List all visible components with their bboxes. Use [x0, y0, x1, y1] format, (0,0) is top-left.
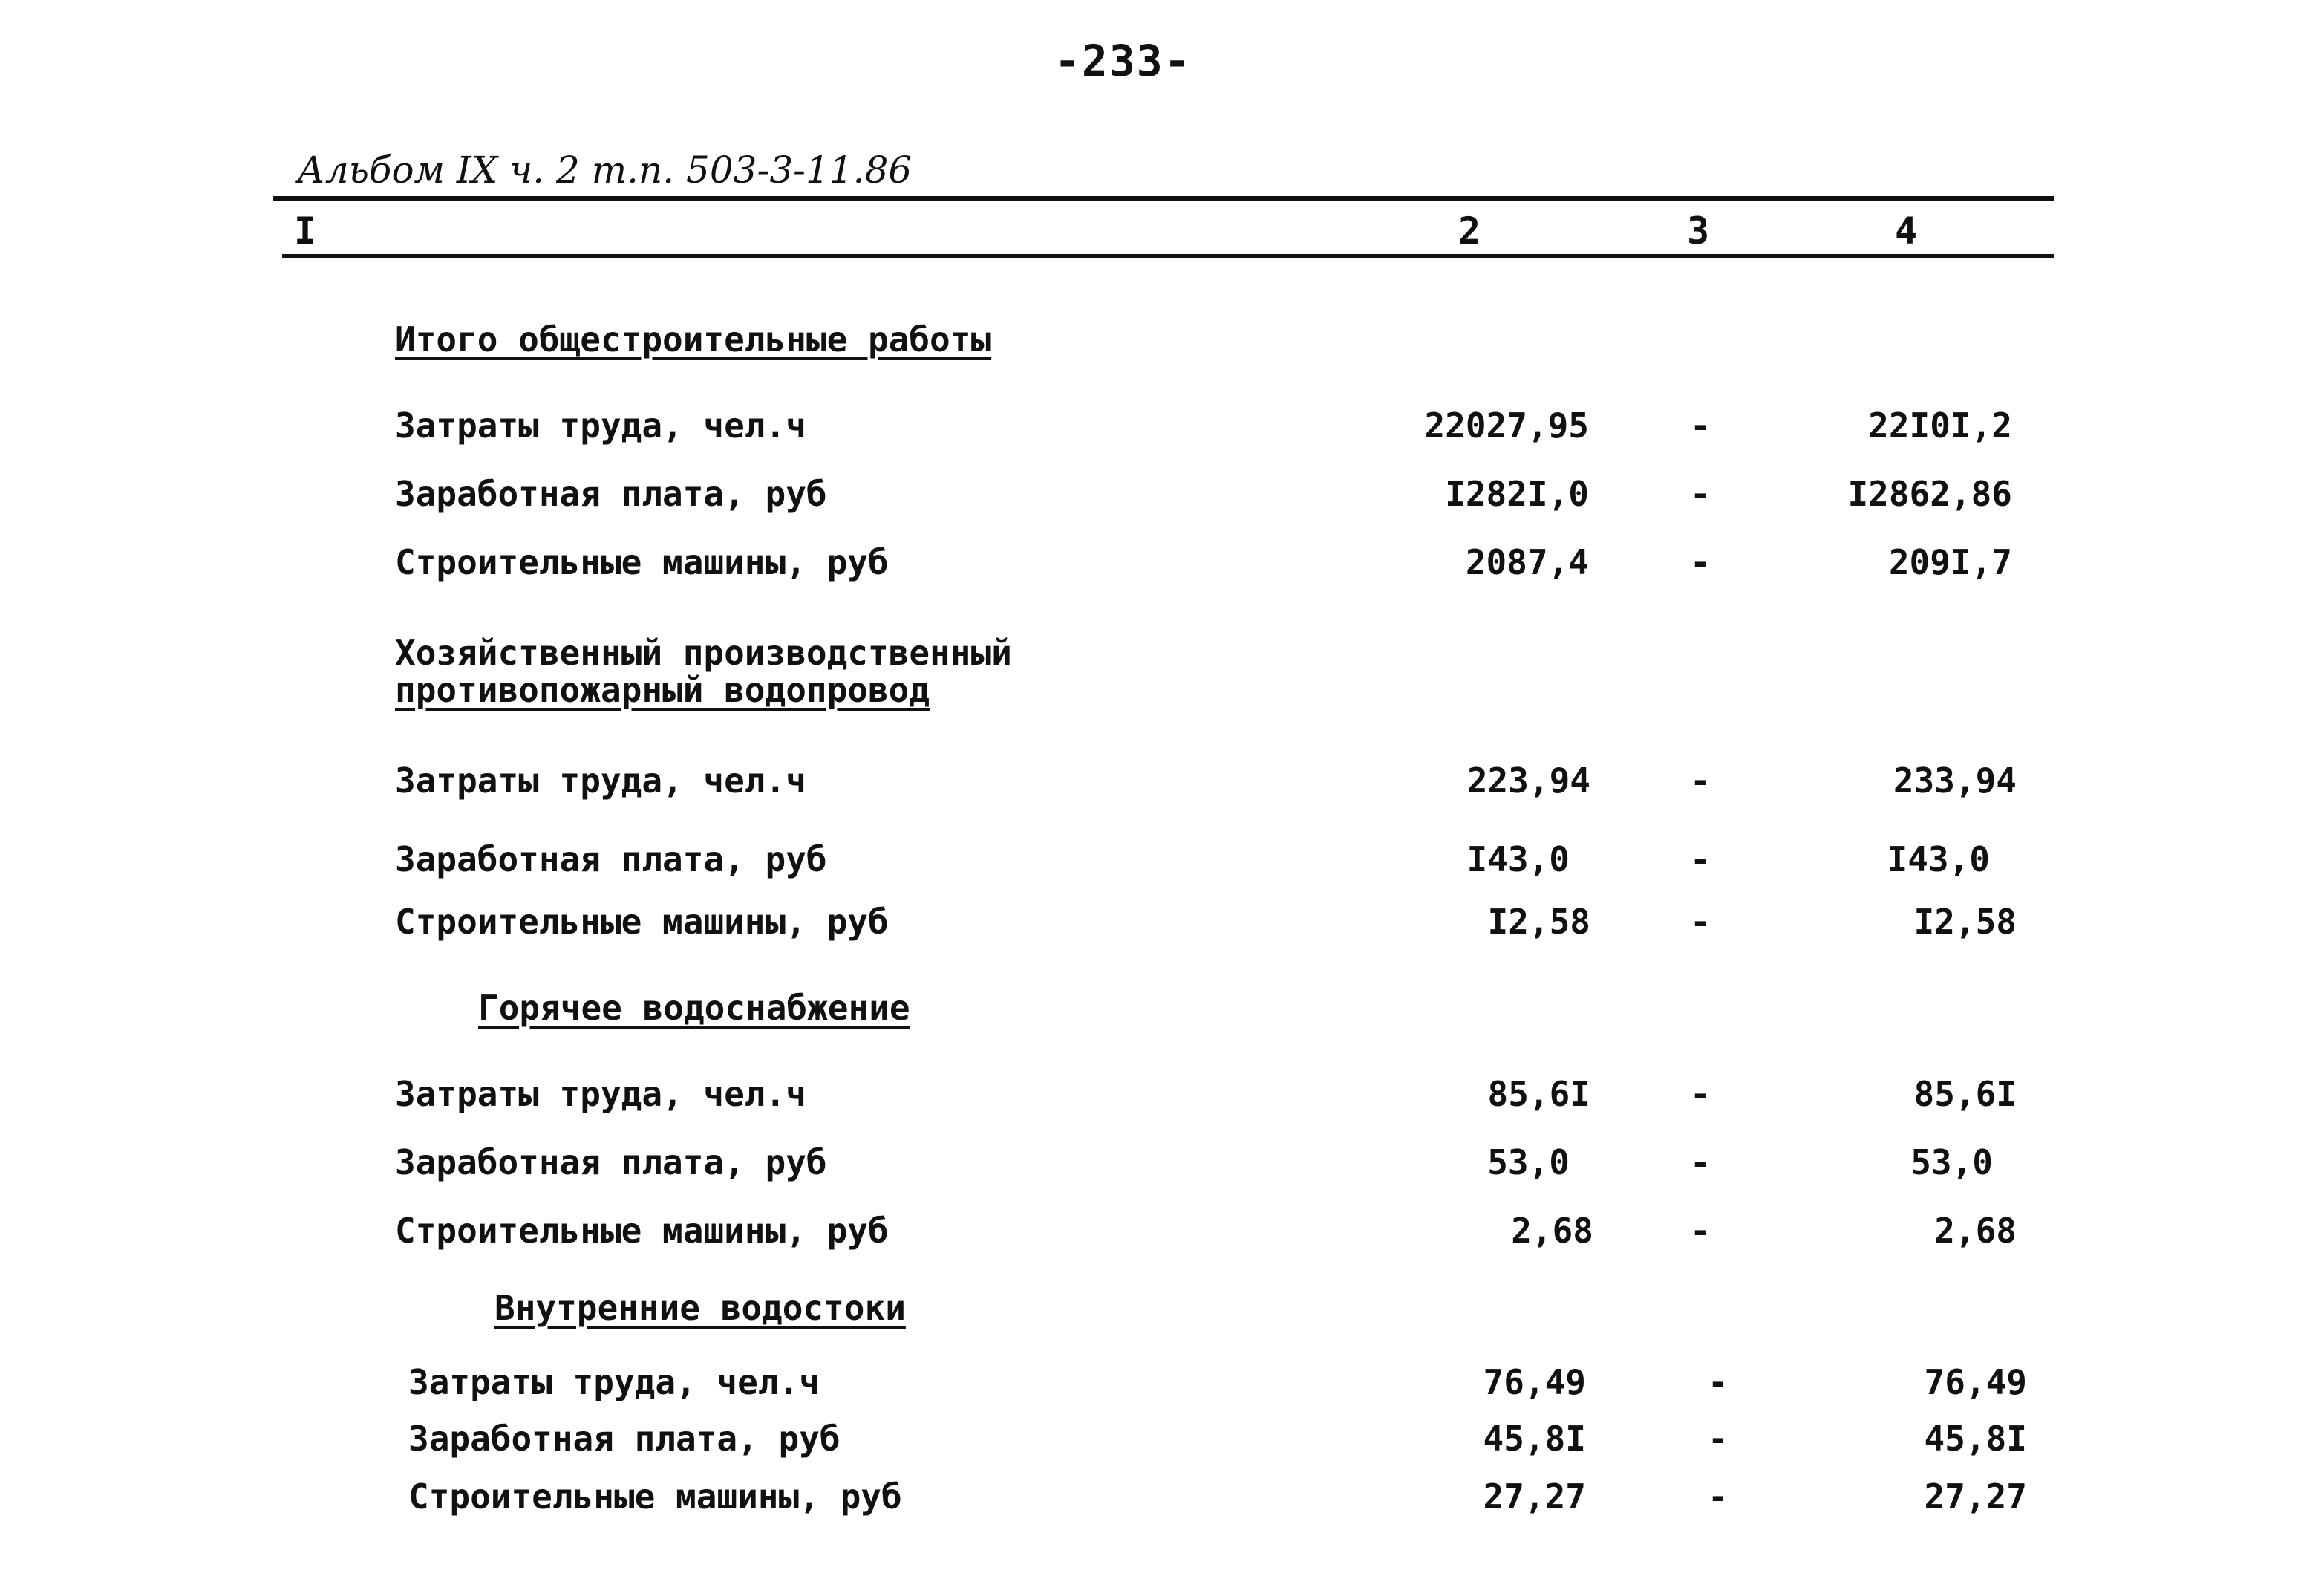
- row-value-col4: 209I,7: [1888, 542, 2012, 582]
- row-label: Заработная плата, руб: [395, 1142, 827, 1182]
- column-header-4: 4: [1895, 209, 1918, 253]
- column-header-2: 2: [1458, 209, 1481, 253]
- table-row: [0, 1074, 2324, 1119]
- row-value-col3: -: [1708, 1362, 1729, 1402]
- row-label: Затраты труда, чел.ч: [395, 406, 806, 446]
- row-label: Затраты труда, чел.ч: [395, 1074, 806, 1114]
- row-label: Заработная плата, руб: [395, 474, 827, 514]
- row-value-col2: 223,94: [1466, 761, 1590, 801]
- row-label: Заработная плата, руб: [408, 1419, 841, 1459]
- row-value-col2: 76,49: [1483, 1362, 1586, 1402]
- row-label: Строительные машины, руб: [395, 902, 889, 942]
- row-value-col4: I43,0: [1887, 839, 1990, 879]
- row-value-col3: -: [1690, 761, 1711, 801]
- row-label: Затраты труда, чел.ч: [395, 761, 806, 801]
- table-row: [0, 542, 2324, 587]
- row-label: Заработная плата, руб: [395, 839, 827, 879]
- row-value-col4: 22I0I,2: [1868, 406, 2012, 446]
- row-value-col2: 85,6I: [1487, 1074, 1590, 1114]
- row-value-col2: I282I,0: [1445, 474, 1589, 514]
- row-value-col3: -: [1708, 1477, 1729, 1517]
- row-value-col4: 53,0: [1910, 1142, 1993, 1182]
- row-value-col3: -: [1690, 406, 1711, 446]
- section-title-line1: Хозяйственный производственный: [395, 633, 1012, 673]
- table-row: [0, 902, 2324, 946]
- section-title-general-works: Итого общестроительные работы: [395, 319, 992, 359]
- row-value-col3: -: [1690, 839, 1711, 879]
- row-value-col3: -: [1690, 902, 1711, 942]
- row-value-col2: 27,27: [1483, 1477, 1586, 1517]
- top-rule: [273, 196, 2054, 201]
- row-label: Строительные машины, руб: [408, 1477, 902, 1517]
- row-value-col3: -: [1690, 1074, 1711, 1114]
- row-value-col2: 45,8I: [1483, 1419, 1586, 1459]
- table-row: [0, 406, 2324, 450]
- table-row: [0, 1362, 2324, 1407]
- album-reference: Альбом IX ч. 2 т.п. 503-3-11.86: [297, 149, 913, 192]
- page-number: -233-: [1054, 36, 1192, 86]
- table-row: [0, 474, 2324, 518]
- row-value-col2: 2,68: [1511, 1211, 1593, 1251]
- row-value-col4: 76,49: [1924, 1362, 2027, 1402]
- row-value-col3: -: [1690, 474, 1711, 514]
- row-value-col3: -: [1690, 542, 1711, 582]
- column-header-1: I: [294, 209, 317, 253]
- row-value-col2: 2087,4: [1465, 542, 1589, 582]
- section-title-hot-water: Горячее водоснабжение: [478, 988, 910, 1028]
- row-label: Затраты труда, чел.ч: [408, 1362, 820, 1402]
- table-row: [0, 1477, 2324, 1521]
- row-value-col4: I2,58: [1913, 902, 2017, 942]
- column-header-rule: [282, 254, 2054, 258]
- table-row: [0, 1419, 2324, 1463]
- row-value-col4: 45,8I: [1924, 1419, 2027, 1459]
- table-row: [0, 761, 2324, 805]
- row-value-col4: 2,68: [1934, 1211, 2017, 1251]
- row-value-col2: 22027,95: [1424, 406, 1589, 446]
- row-value-col4: 85,6I: [1913, 1074, 2017, 1114]
- row-label: Строительные машины, руб: [395, 1211, 889, 1251]
- section-title-internal-drains: Внутренние водостоки: [494, 1288, 906, 1328]
- row-label: Строительные машины, руб: [395, 542, 889, 582]
- row-value-col3: -: [1690, 1142, 1711, 1182]
- row-value-col4: I2862,86: [1847, 474, 2012, 514]
- column-header-3: 3: [1687, 209, 1710, 253]
- row-value-col3: -: [1708, 1419, 1729, 1459]
- row-value-col3: -: [1690, 1211, 1711, 1251]
- row-value-col4: 233,94: [1893, 761, 2017, 801]
- row-value-col2: I43,0: [1466, 839, 1570, 879]
- section-title-line2: противопожарный водопровод: [395, 670, 930, 710]
- row-value-col4: 27,27: [1924, 1477, 2027, 1517]
- table-row: [0, 839, 2324, 884]
- row-value-col2: I2,58: [1487, 902, 1590, 942]
- row-value-col2: 53,0: [1487, 1142, 1570, 1182]
- table-row: [0, 1142, 2324, 1187]
- table-row: [0, 1211, 2324, 1255]
- section-title-water-supply: [395, 634, 1034, 709]
